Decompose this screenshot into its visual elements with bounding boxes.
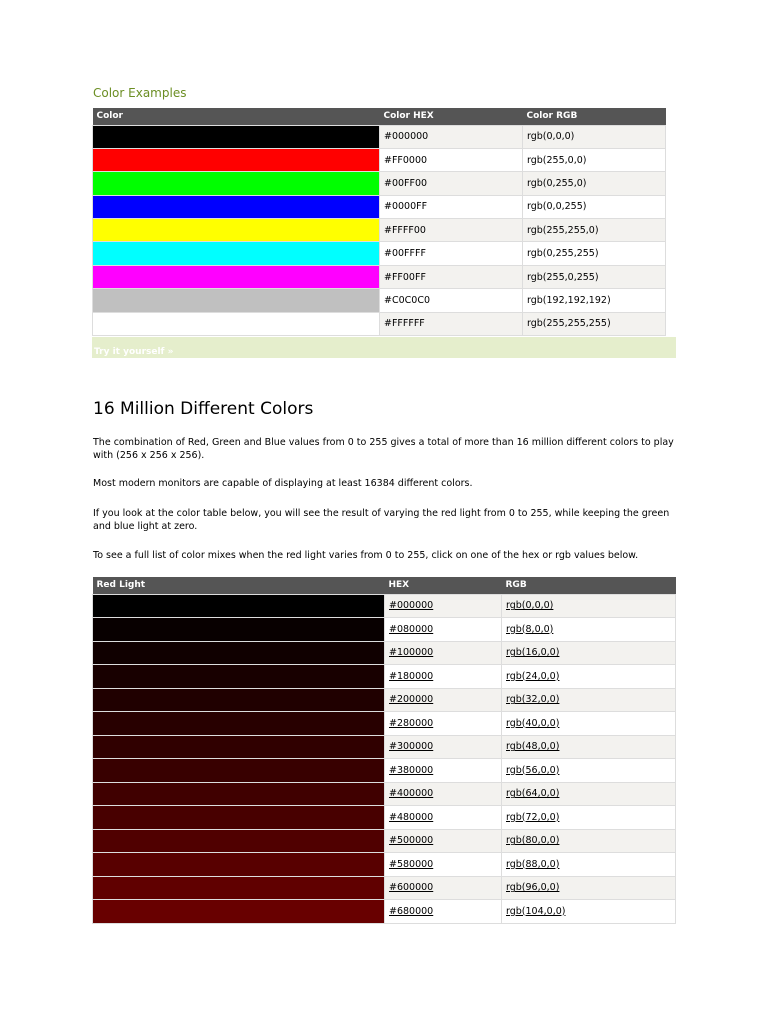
hex-cell bbox=[385, 618, 502, 642]
color-swatch bbox=[93, 688, 385, 712]
header-color-hex: Color HEX bbox=[380, 108, 523, 125]
rgb-cell bbox=[502, 712, 676, 736]
paragraph-combination: The combination of Red, Green and Blue values from 0 to 255 gives a total of more than 16 million different colors to play with (256 x 256 x 256). bbox=[93, 437, 674, 461]
rgb-link[interactable]: rgb(48,0,0) bbox=[506, 741, 560, 753]
rgb-link[interactable]: rgb(96,0,0) bbox=[506, 882, 560, 894]
header-rgb: RGB bbox=[502, 577, 676, 594]
header-color: Color bbox=[93, 108, 380, 125]
table-row bbox=[93, 289, 666, 312]
rgb-cell bbox=[502, 900, 676, 924]
hex-link[interactable]: #580000 bbox=[389, 858, 434, 870]
try-it-yourself-button[interactable]: Try it yourself » bbox=[92, 337, 676, 358]
hex-link[interactable]: #180000 bbox=[389, 670, 434, 682]
table-row bbox=[93, 782, 676, 806]
table-row bbox=[93, 806, 676, 830]
hex-link[interactable]: #480000 bbox=[389, 811, 434, 823]
hex-link[interactable]: #600000 bbox=[389, 882, 434, 894]
color-swatch bbox=[93, 759, 385, 783]
rgb-link[interactable]: rgb(0,0,0) bbox=[506, 600, 554, 612]
table-row bbox=[93, 195, 666, 218]
hex-cell: #0000FF bbox=[380, 195, 523, 218]
paragraph-full-list: To see a full list of color mixes when the red light varies from 0 to 255, click on one of the hex or rgb values below. bbox=[93, 550, 639, 561]
rgb-link[interactable]: rgb(24,0,0) bbox=[506, 670, 560, 682]
rgb-cell: rgb(0,0,255) bbox=[523, 195, 666, 218]
table-row bbox=[93, 618, 676, 642]
hex-cell bbox=[385, 735, 502, 759]
table-row bbox=[93, 242, 666, 265]
table-row bbox=[93, 759, 676, 783]
color-swatch bbox=[93, 735, 385, 759]
hex-link[interactable]: #200000 bbox=[389, 694, 434, 706]
color-swatch bbox=[93, 712, 385, 736]
rgb-link[interactable]: rgb(104,0,0) bbox=[506, 905, 566, 917]
color-swatch bbox=[93, 782, 385, 806]
table-header-row bbox=[93, 577, 676, 594]
table-row bbox=[93, 172, 666, 195]
hex-cell: #FFFFFF bbox=[380, 312, 523, 335]
color-swatch bbox=[93, 876, 385, 900]
color-swatch bbox=[93, 829, 385, 853]
table-row bbox=[93, 829, 676, 853]
color-swatch bbox=[93, 242, 380, 265]
hex-link[interactable]: #380000 bbox=[389, 764, 434, 776]
hex-cell: #00FFFF bbox=[380, 242, 523, 265]
rgb-cell bbox=[502, 829, 676, 853]
hex-link[interactable]: #500000 bbox=[389, 835, 434, 847]
table-row bbox=[93, 712, 676, 736]
hex-link[interactable]: #400000 bbox=[389, 788, 434, 800]
hex-cell bbox=[385, 759, 502, 783]
color-swatch bbox=[93, 900, 385, 924]
rgb-cell bbox=[502, 876, 676, 900]
hex-link[interactable]: #680000 bbox=[389, 905, 434, 917]
color-swatch bbox=[93, 148, 380, 171]
header-hex: HEX bbox=[385, 577, 502, 594]
hex-cell bbox=[385, 853, 502, 877]
rgb-cell bbox=[502, 594, 676, 618]
rgb-cell: rgb(255,255,0) bbox=[523, 219, 666, 242]
color-swatch bbox=[93, 665, 385, 689]
table-row bbox=[93, 735, 676, 759]
hex-cell: #C0C0C0 bbox=[380, 289, 523, 312]
rgb-cell bbox=[502, 665, 676, 689]
table-row bbox=[93, 148, 666, 171]
color-swatch bbox=[93, 172, 380, 195]
color-swatch bbox=[93, 195, 380, 218]
rgb-cell bbox=[502, 641, 676, 665]
hex-cell bbox=[385, 782, 502, 806]
table-row bbox=[93, 641, 676, 665]
color-swatch bbox=[93, 594, 385, 618]
rgb-link[interactable]: rgb(64,0,0) bbox=[506, 788, 560, 800]
rgb-cell: rgb(255,255,255) bbox=[523, 312, 666, 335]
hex-cell bbox=[385, 876, 502, 900]
color-swatch bbox=[93, 641, 385, 665]
hex-cell: #00FF00 bbox=[380, 172, 523, 195]
hex-link[interactable]: #080000 bbox=[389, 623, 434, 635]
rgb-link[interactable]: rgb(8,0,0) bbox=[506, 623, 554, 635]
rgb-link[interactable]: rgb(56,0,0) bbox=[506, 764, 560, 776]
table-row bbox=[93, 219, 666, 242]
table-row bbox=[93, 853, 676, 877]
table-row bbox=[93, 900, 676, 924]
rgb-cell bbox=[502, 782, 676, 806]
red-light-table bbox=[92, 577, 676, 924]
table-row bbox=[93, 876, 676, 900]
rgb-cell bbox=[502, 759, 676, 783]
rgb-link[interactable]: rgb(40,0,0) bbox=[506, 717, 560, 729]
rgb-cell: rgb(255,0,255) bbox=[523, 265, 666, 288]
rgb-link[interactable]: rgb(80,0,0) bbox=[506, 835, 560, 847]
rgb-cell: rgb(192,192,192) bbox=[523, 289, 666, 312]
rgb-cell: rgb(0,0,0) bbox=[523, 125, 666, 148]
rgb-cell bbox=[502, 735, 676, 759]
hex-link[interactable]: #280000 bbox=[389, 717, 434, 729]
hex-link[interactable]: #000000 bbox=[389, 600, 434, 612]
paragraph-color-table: If you look at the color table below, you will see the result of varying the red light from 0 to 255, while keeping the green and blue light at zero. bbox=[93, 508, 670, 532]
table-row bbox=[93, 125, 666, 148]
rgb-link[interactable]: rgb(16,0,0) bbox=[506, 647, 560, 659]
color-swatch bbox=[93, 806, 385, 830]
header-color-rgb: Color RGB bbox=[523, 108, 666, 125]
hex-cell bbox=[385, 641, 502, 665]
hex-cell: #000000 bbox=[380, 125, 523, 148]
hex-cell: #FFFF00 bbox=[380, 219, 523, 242]
hex-cell bbox=[385, 665, 502, 689]
hex-cell bbox=[385, 688, 502, 712]
color-swatch bbox=[93, 853, 385, 877]
table-header-row bbox=[93, 108, 666, 125]
rgb-cell: rgb(0,255,255) bbox=[523, 242, 666, 265]
color-swatch bbox=[93, 125, 380, 148]
hex-cell bbox=[385, 594, 502, 618]
page-heading: 16 Million Different Colors bbox=[93, 399, 314, 419]
color-examples-table bbox=[92, 108, 666, 336]
rgb-cell: rgb(0,255,0) bbox=[523, 172, 666, 195]
rgb-link[interactable]: rgb(32,0,0) bbox=[506, 694, 560, 706]
hex-cell: #FF0000 bbox=[380, 148, 523, 171]
rgb-cell bbox=[502, 618, 676, 642]
table-row bbox=[93, 688, 676, 712]
hex-cell: #FF00FF bbox=[380, 265, 523, 288]
rgb-cell bbox=[502, 688, 676, 712]
hex-cell bbox=[385, 829, 502, 853]
table-row bbox=[93, 265, 666, 288]
rgb-cell: rgb(255,0,0) bbox=[523, 148, 666, 171]
hex-cell bbox=[385, 806, 502, 830]
color-swatch bbox=[93, 265, 380, 288]
rgb-link[interactable]: rgb(72,0,0) bbox=[506, 811, 560, 823]
rgb-cell bbox=[502, 806, 676, 830]
color-swatch bbox=[93, 219, 380, 242]
color-swatch bbox=[93, 312, 380, 335]
hex-link[interactable]: #300000 bbox=[389, 741, 434, 753]
hex-link[interactable]: #100000 bbox=[389, 647, 434, 659]
color-swatch bbox=[93, 618, 385, 642]
color-examples-title: Color Examples bbox=[93, 86, 187, 100]
table-row bbox=[93, 594, 676, 618]
rgb-cell bbox=[502, 853, 676, 877]
color-swatch bbox=[93, 289, 380, 312]
rgb-link[interactable]: rgb(88,0,0) bbox=[506, 858, 560, 870]
paragraph-monitors: Most modern monitors are capable of displaying at least 16384 different colors. bbox=[93, 478, 473, 489]
header-red-light: Red Light bbox=[93, 577, 385, 594]
hex-cell bbox=[385, 712, 502, 736]
table-row bbox=[93, 665, 676, 689]
hex-cell bbox=[385, 900, 502, 924]
table-row bbox=[93, 312, 666, 335]
